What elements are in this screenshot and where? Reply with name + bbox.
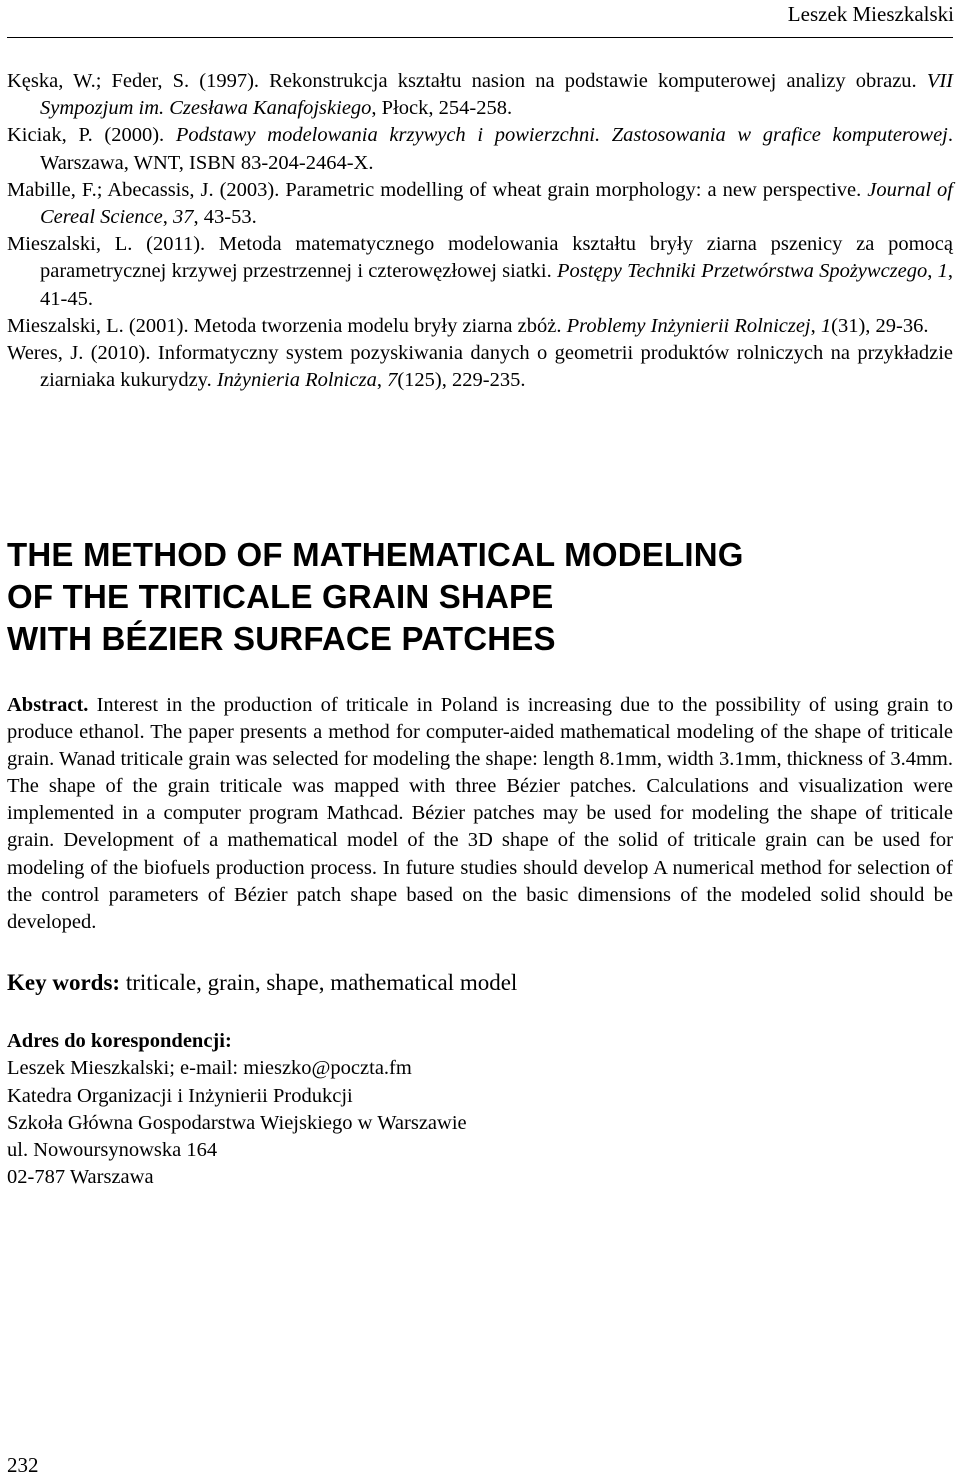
title-line: WITH BÉZIER SURFACE PATCHES: [7, 620, 556, 657]
keywords-line: [7, 968, 953, 998]
reference-italic-run: Postępy Techniki Przetwórstwa Spożywczego: [556, 260, 928, 283]
address-line: Katedra Organizacji i Inżynierii Produkcji: [7, 1084, 353, 1107]
reference-item: [7, 177, 953, 231]
address-line: Leszek Mieszkalski; e-mail: mieszko@poczta.fm: [7, 1057, 412, 1080]
reference-text-run: . Warszawa, WNT, ISBN 83-204-2464-X.: [40, 124, 953, 174]
header-divider: [7, 37, 953, 38]
reference-text-run: ,: [376, 369, 388, 392]
address-line: 02-787 Warszawa: [7, 1166, 154, 1189]
title-line: THE METHOD OF MATHEMATICAL MODELING: [7, 536, 744, 573]
page-number: 232: [7, 1453, 39, 1477]
reference-text-run: ,: [162, 206, 173, 229]
reference-italic-run: 7: [387, 369, 398, 392]
reference-italic-run: 1: [820, 314, 832, 337]
reference-italic-run: Podstawy modelowania krzywych i powierzchni. Zastosowania w grafice komputerowej: [175, 124, 948, 147]
title-line: OF THE TRITICALE GRAIN SHAPE: [7, 578, 554, 615]
correspondence-label: Adres do korespondencji:: [7, 1030, 232, 1052]
reference-text-run: , Płock, 254-258.: [371, 97, 513, 120]
reference-text-run: ,: [927, 260, 938, 283]
reference-text-run: (125), 229-235.: [397, 369, 526, 392]
correspondence-block: [7, 1028, 953, 1192]
abstract-text: Interest in the production of triticale in Poland is increasing due to the possibility of using grain to produce ethanol. The paper presents a method for computer-aided mathematical modeling of the shape of triticale grain. Wanad triticale grain was selected for modeling the shape: length 8.1mm, width 3.1mm, thickness of 3.4mm. The shape of the grain triticale was mapped with three Bézier patches. Calculations and visualization were implemented in a computer program Mathcad. Bézier patches may be used for modeling the shape of triticale grain. Development of a mathematical model of the 3D shape of the solid of triticale grain can be used for modeling of the biofuels production process. In future studies should develop A numerical method for selection of the control parameters of Bézier patch shape based on the basic dimensions of the modeled solid should be developed.: [7, 694, 953, 933]
reference-item: [7, 340, 953, 394]
reference-text-run: , 43-53.: [193, 206, 257, 229]
address-line: ul. Nowoursynowska 164: [7, 1139, 218, 1162]
abstract-paragraph: [7, 692, 953, 936]
reference-italic-run: VII Sympozjum im. Czesława Kanafojskiego: [40, 70, 953, 120]
reference-item: [7, 68, 953, 122]
reference-text-run: Mieszalski, L. (2011). Metoda matematycznego modelowania kształtu bryły ziarna pszenicy za pomocą parametrycznej krzywej przestrzennej i czterowęzłowej siatki.: [7, 233, 953, 283]
reference-text-run: , 41-45.: [40, 260, 954, 310]
english-title: [7, 534, 953, 660]
reference-italic-run: Inżynieria Rolnicza: [216, 369, 377, 392]
reference-item: [7, 122, 953, 176]
reference-text-run: ,: [810, 314, 821, 337]
reference-text-run: Mieszalski, L. (2001). Metoda tworzenia modelu bryły ziarna zbóż.: [7, 314, 567, 337]
keywords-text: triticale, grain, shape, mathematical model: [120, 970, 518, 995]
reference-text-run: Mabille, F.; Abecassis, J. (2003). Parametric modelling of wheat grain morphology: a new perspective.: [7, 178, 868, 201]
reference-italic-run: Journal of Cereal Science: [40, 178, 954, 229]
reference-italic-run: 37: [173, 206, 194, 229]
abstract-label: Abstract.: [7, 694, 89, 716]
reference-text-run: (31), 29-36.: [831, 314, 929, 337]
reference-text-run: Weres, J. (2010). Informatyczny system pozyskiwania danych o geometrii produktów rolniczych na przykładzie ziarniaka kukurydzy.: [7, 342, 953, 392]
reference-item: [7, 313, 953, 340]
running-head-author: Leszek Mieszkalski: [787, 2, 954, 26]
reference-italic-run: 1: [937, 260, 948, 283]
keywords-label: Key words:: [7, 970, 121, 995]
reference-italic-run: Problemy Inżynierii Rolniczej: [566, 314, 811, 337]
reference-text-run: Kiciak, P. (2000).: [7, 124, 176, 147]
reference-text-run: Kęska, W.; Feder, S. (1997). Rekonstrukcja kształtu nasion na podstawie komputerowej analizy obrazu.: [7, 70, 927, 92]
reference-list: [7, 68, 953, 394]
reference-item: [7, 231, 953, 313]
address-line: Szkoła Główna Gospodarstwa Wiejskiego w Warszawie: [7, 1111, 467, 1134]
